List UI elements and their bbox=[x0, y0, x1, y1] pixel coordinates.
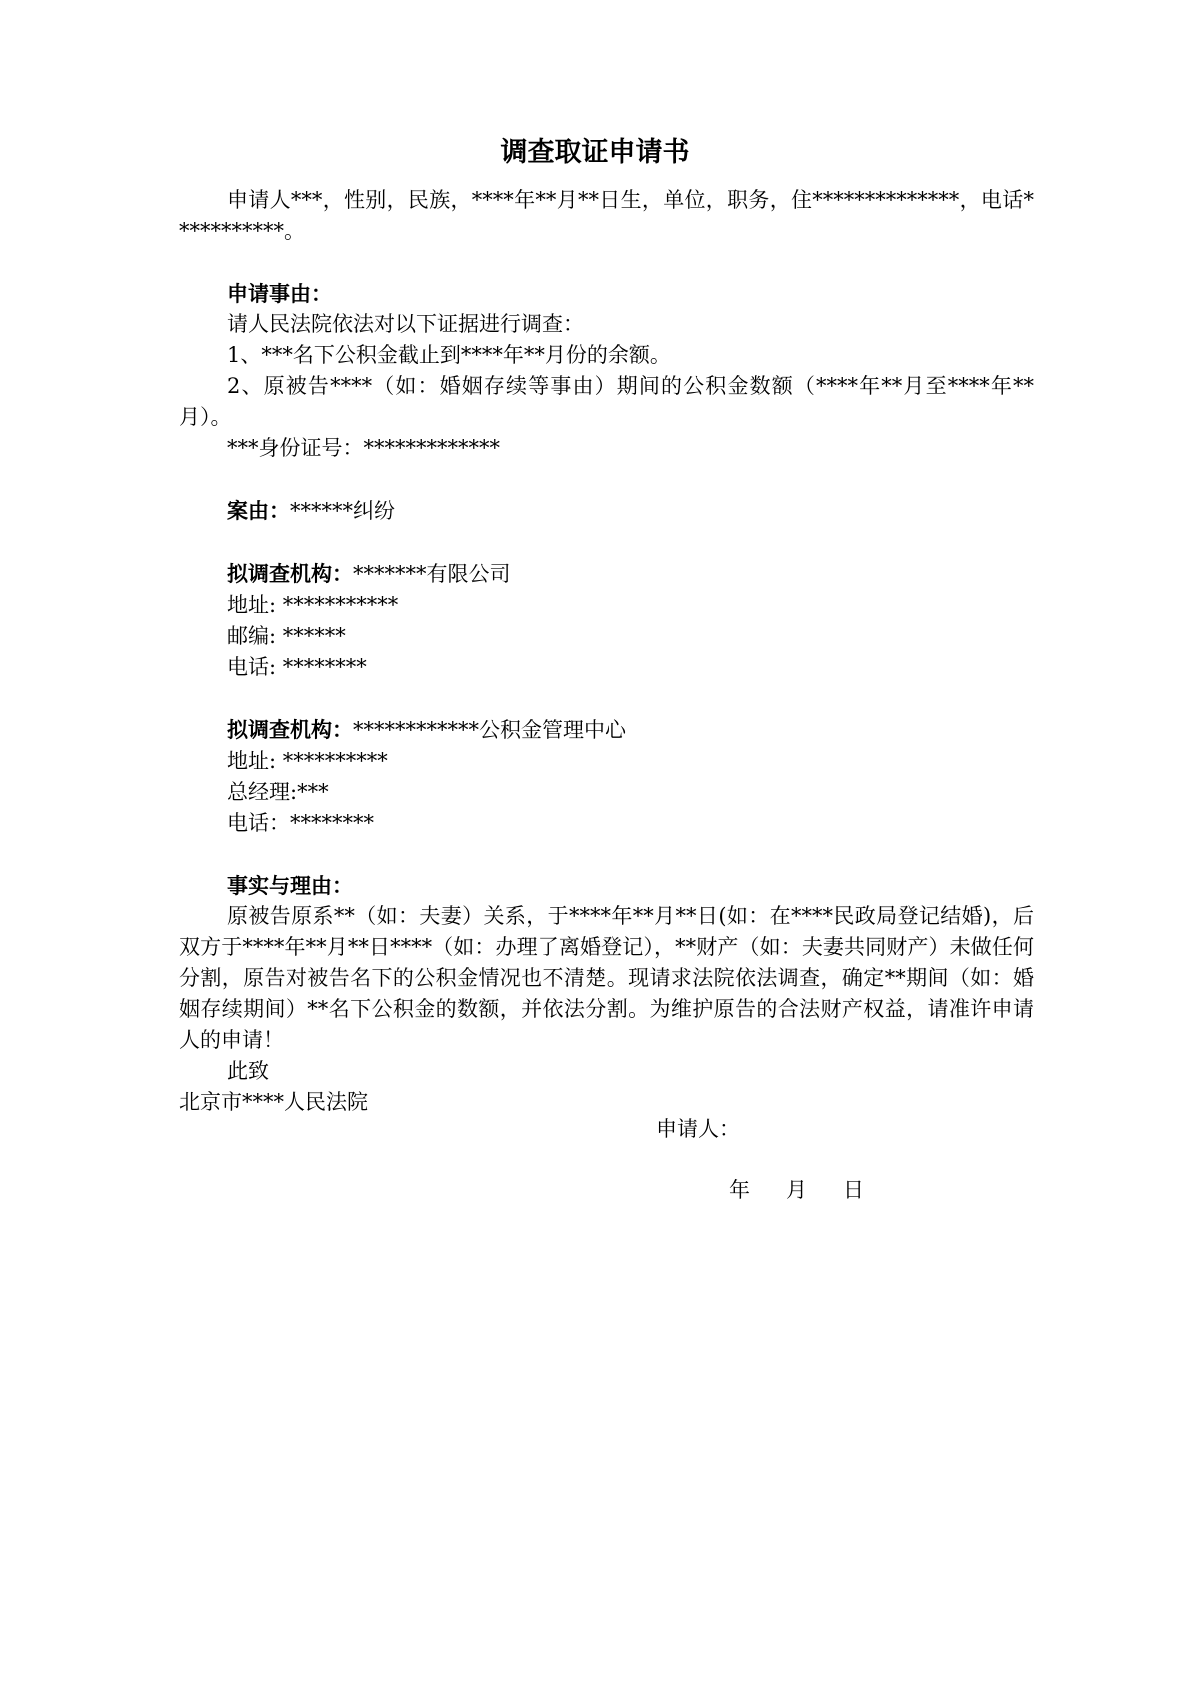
institution-1-label: 拟调查机构： bbox=[227, 561, 353, 586]
date-month: 月 bbox=[786, 1178, 807, 1202]
case-cause-line bbox=[179, 495, 1034, 527]
institution-1-phone: 电话: ******** bbox=[227, 655, 367, 679]
institution-1-postcode: 邮编: ****** bbox=[227, 624, 346, 648]
institution-2-phone: 电话：******** bbox=[227, 811, 374, 835]
institution-2-address: 地址: ********** bbox=[227, 749, 388, 773]
facts-heading: 事实与理由： bbox=[227, 873, 353, 898]
institution-2-manager: 总经理:*** bbox=[227, 780, 329, 804]
signer-label: 申请人： bbox=[656, 1117, 740, 1141]
evidence-item-1: 1、***名下公积金截止到****年**月份的余额。 bbox=[227, 343, 671, 367]
spacer bbox=[179, 683, 1034, 714]
institution-2-line bbox=[179, 714, 1034, 746]
date-day: 日 bbox=[843, 1178, 864, 1202]
closing-salutation: 此致 bbox=[227, 1059, 269, 1083]
spacer bbox=[179, 839, 1034, 870]
document-title: 调查取证申请书 bbox=[500, 137, 690, 168]
applicant-info: 申请人***，性别，民族，****年**月**日生，单位，职务，住**************，电话***********。 bbox=[179, 188, 1034, 243]
institution-2-label: 拟调查机构： bbox=[227, 717, 353, 742]
application-reason-intro: 请人民法院依法对以下证据进行调查： bbox=[227, 312, 584, 336]
facts-text: 原被告原系**（如：夫妻）关系，于****年**月**日(如：在****民政局登记结婚)，后双方于****年**月**日****（如：办理了离婚登记），**财产（如：夫妻共同财产）未做任何分割，原告对被告名下的公积金情况也不清楚。现请求法院依法调查，确定**期间（如：婚姻存续期间）**名下公积金的数额，并依法分割。为维护原告的合法财产权益，请准许申请人的申请！ bbox=[179, 904, 1034, 1052]
institution-2-name: ************公积金管理中心 bbox=[353, 718, 626, 742]
document-body bbox=[179, 185, 1034, 1118]
date-year: 年 bbox=[729, 1178, 750, 1202]
id-number-line: ***身份证号：************* bbox=[227, 436, 500, 460]
date-line bbox=[729, 1175, 864, 1206]
evidence-item-2: 2、原被告****（如：婚姻存续等事由）期间的公积金数额（****年**月至****年**月）。 bbox=[179, 374, 1034, 429]
case-cause-value: ******纠纷 bbox=[290, 499, 395, 523]
institution-1-line bbox=[179, 558, 1034, 590]
court-name: 北京市****人民法院 bbox=[179, 1090, 368, 1114]
spacer bbox=[179, 247, 1034, 278]
spacer bbox=[179, 464, 1034, 495]
case-cause-label: 案由： bbox=[227, 498, 290, 523]
institution-1-address: 地址: *********** bbox=[227, 593, 399, 617]
spacer bbox=[179, 527, 1034, 558]
application-reason-heading: 申请事由： bbox=[227, 281, 332, 306]
institution-1-name: *******有限公司 bbox=[353, 562, 511, 586]
